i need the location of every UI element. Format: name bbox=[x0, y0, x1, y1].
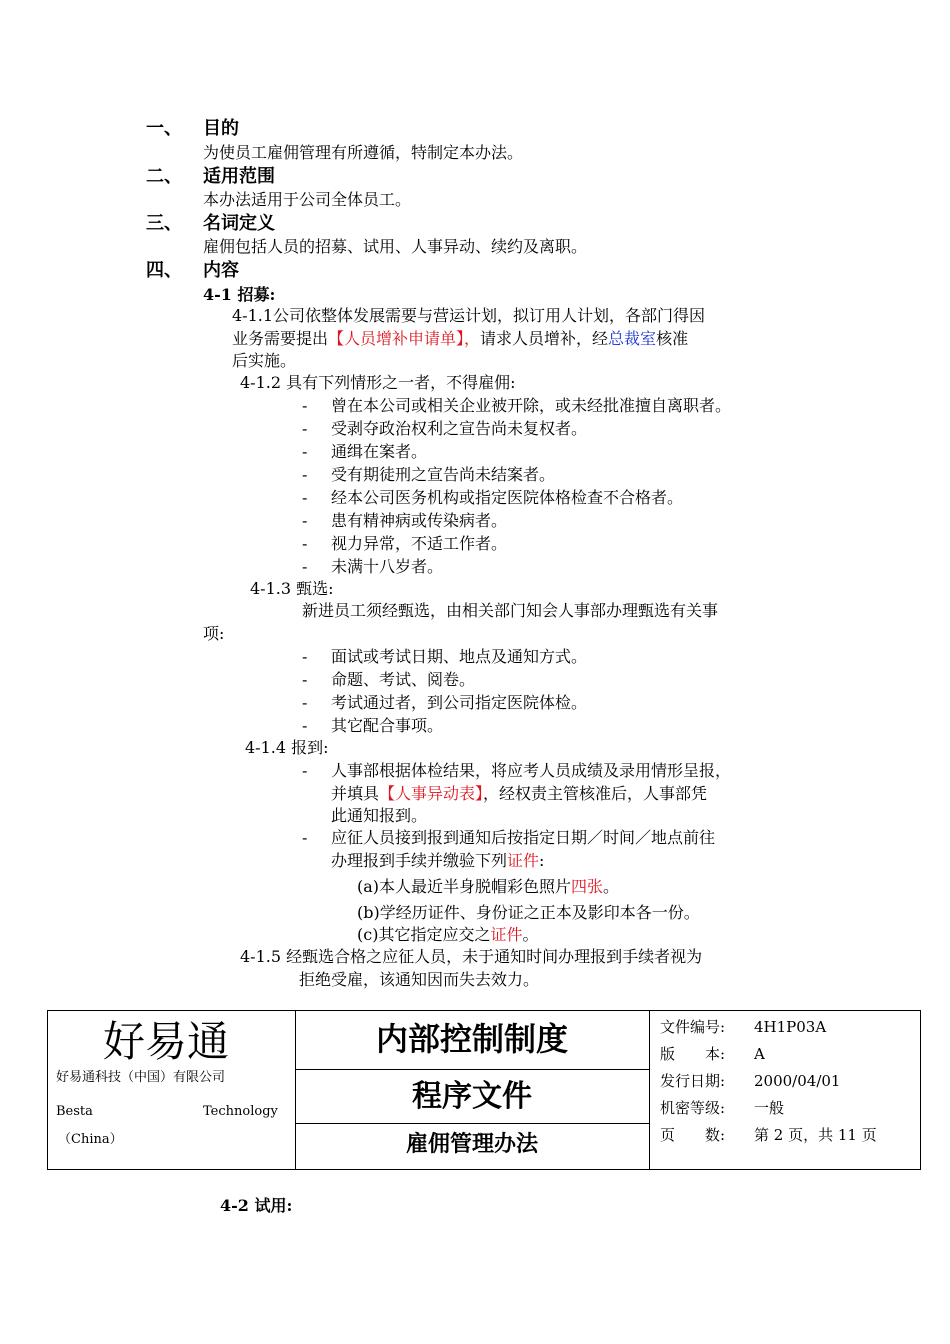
certificates-word: 证件 bbox=[507, 851, 540, 870]
section-3-text: 雇佣包括人员的招募、试用、人事异动、续约及离职。 bbox=[203, 237, 588, 256]
issue-date-label: 发行日期: bbox=[660, 1072, 726, 1090]
p412-item: 受有期徒刑之宣告尚未结案者。 bbox=[331, 465, 556, 484]
company-name-en: （China） bbox=[58, 1132, 123, 1147]
section-1-text: 为使员工雇佣管理有所遵循，特制定本办法。 bbox=[203, 143, 524, 162]
section-2-title: 适用范围 bbox=[203, 166, 275, 187]
p412-item: 经本公司医务机构或指定医院体格检查不合格者。 bbox=[331, 488, 684, 507]
p413-item: 其它配合事项。 bbox=[331, 716, 444, 735]
p414-item1-line3: 此通知报到。 bbox=[331, 806, 428, 825]
table-divider bbox=[649, 1011, 650, 1169]
p413-item: 命题、考试、阅卷。 bbox=[331, 670, 476, 689]
p414-item2-line2 bbox=[331, 850, 544, 872]
table-divider bbox=[295, 1069, 649, 1070]
p414-item2-line2-b: : bbox=[539, 851, 545, 870]
procedure-name: 雇佣管理办法 bbox=[405, 1131, 538, 1157]
p411-line2-b: 请求人员增补，经 bbox=[480, 329, 609, 348]
control-system-title: 内部控制制度 bbox=[375, 1020, 568, 1058]
dash-bullet: - bbox=[302, 465, 308, 484]
recruit-heading: 4-1 招募: bbox=[203, 285, 276, 304]
p413-line1: 新进员工须经甄选，由相关部门知会人事部办理甄选有关事 bbox=[302, 601, 719, 620]
p414-item2-line2-a: 办理报到手续并缴验下列 bbox=[331, 851, 508, 870]
sub-item-c-text: (c)其它指定应交之 bbox=[357, 925, 491, 944]
dash-bullet: - bbox=[302, 828, 308, 847]
dash-bullet: - bbox=[302, 693, 308, 712]
dash-bullet: - bbox=[302, 488, 308, 507]
dash-bullet: - bbox=[302, 419, 308, 438]
dash-bullet: - bbox=[302, 557, 308, 576]
p411-line2-a: 业务需要提出 bbox=[232, 329, 329, 348]
p413-head: 4-1.3 甄选: bbox=[250, 579, 334, 598]
certificates-word: 证件 bbox=[490, 925, 523, 944]
sub-item-a-text: (a)本人最近半身脱帽彩色照片 bbox=[357, 877, 572, 896]
dash-bullet: - bbox=[302, 716, 308, 735]
p413-item: 考试通过者，到公司指定医院体检。 bbox=[331, 693, 588, 712]
p412-head: 4-1.2 具有下列情形之一者，不得雇佣: bbox=[240, 373, 516, 392]
section-3-number: 三、 bbox=[146, 213, 182, 234]
dash-bullet: - bbox=[302, 511, 308, 530]
p411-line3: 后实施。 bbox=[232, 351, 297, 370]
sub-item-c bbox=[357, 924, 538, 946]
sub-item-a-end: 。 bbox=[603, 877, 620, 896]
p412-item: 患有精神病或传染病者。 bbox=[331, 511, 508, 530]
table-divider bbox=[295, 1123, 649, 1124]
probation-heading: 4-2 试用: bbox=[220, 1196, 293, 1215]
company-name-en: Besta bbox=[56, 1104, 93, 1119]
confidentiality-level: 一般 bbox=[754, 1099, 785, 1117]
issue-date: 2000/04/01 bbox=[754, 1072, 841, 1090]
dash-bullet: - bbox=[302, 534, 308, 553]
p412-item: 曾在本公司或相关企业被开除，或未经批准擅自离职者。 bbox=[331, 396, 732, 415]
document-info-table bbox=[47, 1010, 921, 1170]
p414-item1-line2 bbox=[331, 783, 707, 805]
four-copies: 四张 bbox=[571, 877, 604, 896]
section-2-number: 二、 bbox=[146, 166, 182, 187]
p414-item1-line2-a: 并填具 bbox=[331, 784, 380, 803]
section-4-number: 四、 bbox=[146, 260, 182, 281]
confidentiality-label: 机密等级: bbox=[660, 1099, 726, 1117]
section-1-number: 一、 bbox=[146, 118, 182, 139]
section-4-title: 内容 bbox=[203, 260, 239, 281]
dash-bullet: - bbox=[302, 647, 308, 666]
dash-bullet: - bbox=[302, 442, 308, 461]
p414-item2-line1: 应征人员接到报到通知后按指定日期／时间／地点前往 bbox=[331, 828, 716, 847]
p412-item: 通缉在案者。 bbox=[331, 442, 428, 461]
version-label: 版 本: bbox=[660, 1045, 726, 1063]
page-count: 第 2 页，共 11 页 bbox=[754, 1126, 877, 1144]
p414-item1-line1: 人事部根据体检结果，将应考人员成绩及录用情形呈报， bbox=[331, 761, 732, 780]
p414-item1-line2-b: ，经权责主管核准后，人事部凭 bbox=[483, 784, 708, 803]
p412-item: 未满十八岁者。 bbox=[331, 557, 444, 576]
p412-item: 视力异常，不适工作者。 bbox=[331, 534, 508, 553]
president-office: 总裁室 bbox=[608, 329, 657, 348]
p411-line2 bbox=[232, 328, 688, 350]
p415-line1: 4-1.5 经甄选合格之应征人员，未于通知时间办理报到手续者视为 bbox=[240, 947, 703, 966]
company-logo: 好易通 bbox=[103, 1017, 230, 1066]
sub-item-a bbox=[357, 876, 619, 898]
personnel-change-form-name: 【人事异动表】 bbox=[379, 784, 484, 803]
procedure-title: 程序文件 bbox=[412, 1079, 532, 1114]
sub-item-b: (b)学经历证件、身份证之正本及影印本各一份。 bbox=[357, 903, 700, 922]
sub-item-c-end: 。 bbox=[522, 925, 539, 944]
dash-bullet: - bbox=[302, 761, 308, 780]
section-3-title: 名词定义 bbox=[203, 213, 275, 234]
version-value: A bbox=[754, 1045, 765, 1063]
doc-number: 4H1P03A bbox=[754, 1018, 827, 1036]
doc-number-label: 文件编号: bbox=[660, 1018, 726, 1036]
dash-bullet: - bbox=[302, 670, 308, 689]
company-name-en: Technology bbox=[203, 1104, 278, 1119]
p412-item: 受剥夺政治权利之宣告尚未复权者。 bbox=[331, 419, 588, 438]
p415-line2: 拒绝受雇，该通知因而失去效力。 bbox=[299, 970, 540, 989]
p411-line1: 4-1.1公司依整体发展需要与营运计划，拟订用人计划，各部门得因 bbox=[232, 306, 706, 325]
page-count-label: 页 数: bbox=[660, 1126, 726, 1144]
p414-head: 4-1.4 报到: bbox=[245, 738, 329, 757]
p411-line2-c: 核准 bbox=[656, 329, 689, 348]
p413-line2: 项: bbox=[203, 624, 225, 643]
dash-bullet: - bbox=[302, 396, 308, 415]
staff-request-form-name: 【人员增补申请单】， bbox=[328, 329, 481, 348]
section-2-text: 本办法适用于公司全体员工。 bbox=[203, 190, 412, 209]
p413-item: 面试或考试日期、地点及通知方式。 bbox=[331, 647, 588, 666]
company-name-cn: 好易通科技（中国）有限公司 bbox=[56, 1070, 226, 1085]
section-1-title: 目的 bbox=[203, 118, 239, 139]
